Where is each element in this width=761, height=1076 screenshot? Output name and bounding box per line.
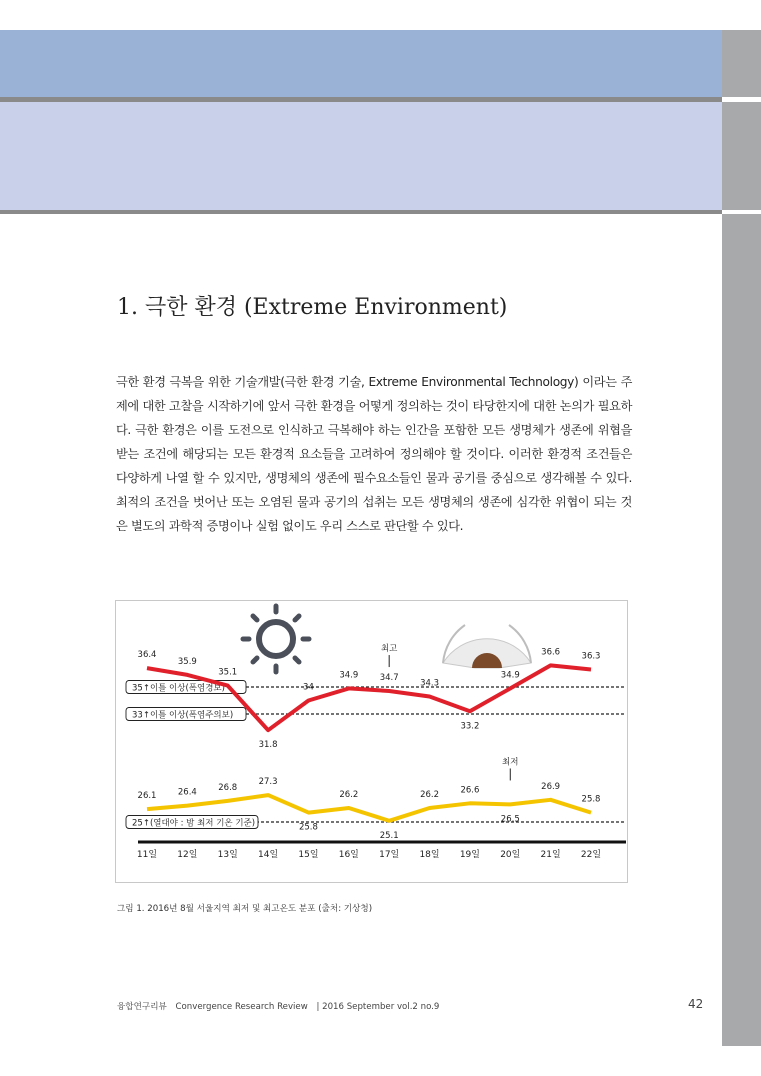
threshold-label: 25↑(열대야 : 밤 최저 기온 기준) xyxy=(132,818,256,829)
data-label: 27.3 xyxy=(258,777,278,788)
data-label: 26.2 xyxy=(339,789,359,800)
threshold-label: 35↑이틀 이상(폭염경보) xyxy=(132,683,225,694)
data-label: 26.4 xyxy=(177,787,197,798)
x-tick-label: 22일 xyxy=(580,850,602,860)
temperature-chart xyxy=(115,600,628,883)
data-label: 34.3 xyxy=(420,678,440,689)
x-tick-label: 12일 xyxy=(177,850,198,860)
annotation-label: 최저 xyxy=(502,757,519,768)
hand-fan-icon xyxy=(443,625,531,668)
x-tick-label: 21일 xyxy=(540,850,561,860)
data-label: 36.3 xyxy=(581,651,601,662)
journal-name-english: Convergence Research Review xyxy=(175,1002,308,1012)
data-label: 34 xyxy=(303,682,314,693)
page-footer xyxy=(117,1000,445,1012)
issue-info: | 2016 September vol.2 no.9 xyxy=(316,1002,440,1012)
x-tick-label: 17일 xyxy=(379,850,400,860)
chart-canvas xyxy=(116,601,629,884)
data-label: 26.9 xyxy=(541,781,561,792)
data-label: 36.6 xyxy=(541,647,561,658)
data-label: 36.4 xyxy=(137,650,157,661)
data-label: 33.2 xyxy=(460,721,480,732)
figure-caption: 그림 1. 2016년 8월 서울지역 최저 및 최고온도 분포 (출처: 기상청) xyxy=(117,904,373,914)
data-label: 35.1 xyxy=(218,667,238,678)
data-label: 26.6 xyxy=(460,785,480,796)
x-tick-label: 13일 xyxy=(217,850,238,860)
x-tick-label: 20일 xyxy=(500,850,521,860)
header-band-top xyxy=(0,30,722,97)
data-label: 25.1 xyxy=(379,830,399,841)
data-label: 26.2 xyxy=(420,789,440,800)
sun-icon xyxy=(243,606,309,672)
body-paragraph: 극한 환경 극복을 위한 기술개발(극한 환경 기술, Extreme Environmental Technology) 이라는 주제에 대한 고찰을 시작하기에 앞서 극한 환경을 어떻게 정의하는 것이 타당한지에 대한 논의가 필요하다. 극한 환경은 이를 도전으로 인식하고 극복해야 하는 인간을 포함한 모든 생명체가 생존에 위협을 받는 조건에 해당되는 모든 환경적 요소들을 고려하여 정의해야 할 것이다. 이러한 환경적 조건들은 다양하게 나열 할 수 있지만, 생명체의 생존에 필수요소들인 물과 공기를 중심으로 생각해볼 수 있다. 최적의 조건을 벗어난 또는 오염된 물과 공기의 섭취는 모든 생명체의 생존에 심각한 위협이 되는 것은 별도의 과학적 증명이나 실험 없이도 우리 스스로 판단할 수 있다. xyxy=(116,375,632,533)
data-label: 34.7 xyxy=(379,673,399,684)
data-label: 25.8 xyxy=(581,794,601,805)
data-label: 34.9 xyxy=(500,670,520,681)
data-label: 31.8 xyxy=(258,740,278,751)
x-tick-label: 15일 xyxy=(298,850,319,860)
data-label: 35.9 xyxy=(177,656,197,667)
x-tick-label: 16일 xyxy=(338,850,359,860)
x-tick-label: 19일 xyxy=(459,850,480,860)
x-tick-label: 14일 xyxy=(258,850,279,860)
data-label: 26.8 xyxy=(218,782,238,793)
page-side-tab xyxy=(722,30,761,1046)
page-number: 42 xyxy=(688,997,704,1011)
x-tick-label: 18일 xyxy=(419,850,440,860)
journal-name-korean: 융합연구리뷰 xyxy=(117,1002,167,1012)
header-band-divider-bottom xyxy=(0,210,722,214)
data-label: 25.8 xyxy=(298,822,318,833)
side-tab-divider xyxy=(722,210,761,214)
x-tick-label: 11일 xyxy=(136,850,158,860)
section-title: 1. 극한 환경 (Extreme Environment) xyxy=(117,295,508,320)
header-band-middle xyxy=(0,102,722,210)
data-label: 26.5 xyxy=(500,814,520,825)
side-tab-divider xyxy=(722,97,761,102)
data-label: 34.9 xyxy=(339,670,359,681)
annotation-label: 최고 xyxy=(380,644,398,655)
data-label: 26.1 xyxy=(137,791,157,802)
threshold-label: 33↑이틀 이상(폭염주의보) xyxy=(132,710,234,721)
